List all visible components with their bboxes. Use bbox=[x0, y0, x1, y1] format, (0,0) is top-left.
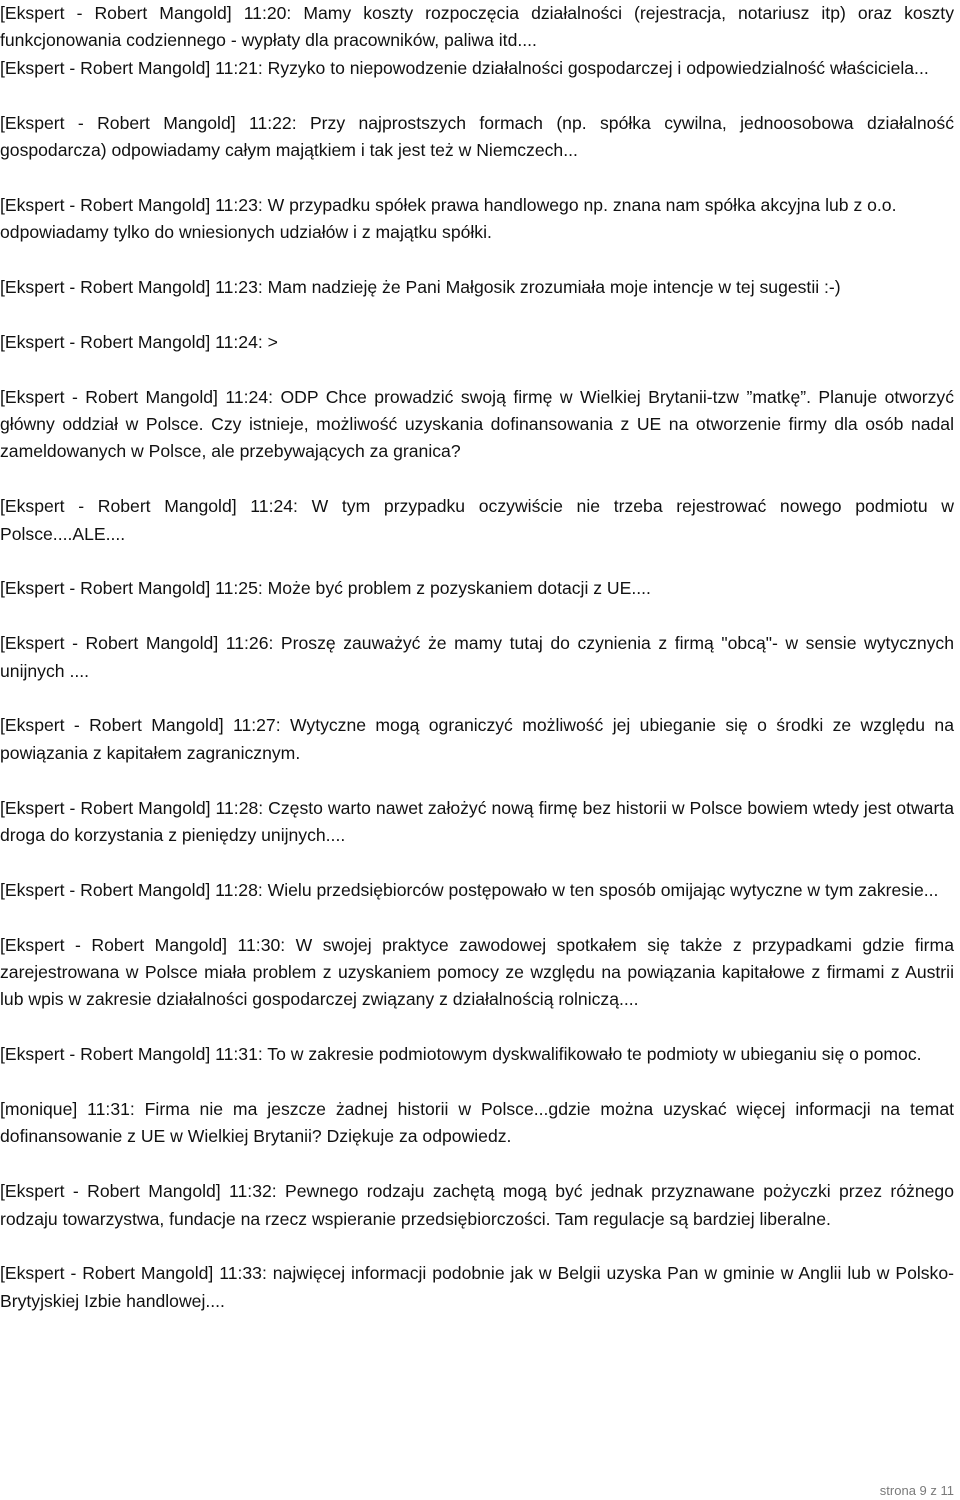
message-paragraph: [Ekspert - Robert Mangold] 11:32: Pewnego rodzaju zachętą mogą być jednak przyznawane pożyczki przez różnego rodzaju towarzystwa, fundacje na rzecz wspieranie przedsiębiorczości. Tam regulacje są bardziej liberalne. bbox=[0, 1181, 954, 1229]
message-paragraph: [Ekspert - Robert Mangold] 11:24: > bbox=[0, 331, 278, 352]
message-paragraph: [Ekspert - Robert Mangold] 11:33: najwięcej informacji podobnie jak w Belgii uzyska Pan w gminie w Anglii lub w Polsko-Brytyjskiej Izbie handlowej.... bbox=[0, 1263, 954, 1311]
message-paragraph: [Ekspert - Robert Mangold] 11:27: Wytyczne mogą ograniczyć możliwość jej ubieganie się o środki ze względu na powiązania z kapitałem zagranicznym. bbox=[0, 715, 954, 763]
message-paragraph: [Ekspert - Robert Mangold] 11:28: Często warto nawet założyć nową firmę bez historii w Polsce bowiem wtedy jest otwarta droga do korzystania z pieniędzy unijnych.... bbox=[0, 797, 954, 846]
message-paragraph: [Ekspert - Robert Mangold] 11:21: Ryzyko to niepowodzenie działalności gospodarczej i odpowiedzialność właściciela... bbox=[0, 57, 929, 78]
message-paragraph: [Ekspert - Robert Mangold] 11:28: Wielu przedsiębiorców postępowało w ten sposób omijając wytyczne w tym zakresie... bbox=[0, 879, 939, 900]
message-paragraph: [monique] 11:31: Firma nie ma jeszcze żadnej historii w Polsce...gdzie można uzyskać więcej informacji na temat dofinansowanie z UE w Wielkiej Brytanii? Dziękuje za odpowiedz. bbox=[0, 1099, 954, 1147]
message-paragraph: [Ekspert - Robert Mangold] 11:22: Przy najprostszych formach (np. spółka cywilna, jednoosobowa działalność gospodarcza) odpowiadamy całym majątkiem i tak jest też w Niemczech... bbox=[0, 112, 954, 161]
message-paragraph: [Ekspert - Robert Mangold] 11:24: ODP Chce prowadzić swoją firmę w Wielkiej Brytanii-tzw ”matkę”. Planuje otworzyć główny oddział w Polsce. Czy istnieje, możliwość uzyskania dofinansowania z UE na otworzenie firmy dla osób nadal zameldowanych w Polsce, ale przebywających za granica? bbox=[0, 386, 954, 462]
message-paragraph: [Ekspert - Robert Mangold] 11:25: Może być problem z pozyskaniem dotacji z UE.... bbox=[0, 578, 651, 599]
message-paragraph: [Ekspert - Robert Mangold] 11:23: Mam nadzieję że Pani Małgosik zrozumiała moje intencje w tej sugestii :-) bbox=[0, 277, 841, 298]
page-number-footer: strona 9 z 11 bbox=[879, 1483, 954, 1498]
message-paragraph: [Ekspert - Robert Mangold] 11:31: To w zakresie podmiotowym dyskwalifikowało te podmioty w ubieganiu się o pomoc. bbox=[0, 1044, 922, 1065]
message-paragraph: [Ekspert - Robert Mangold] 11:30: W swojej praktyce zawodowej spotkałem się także z przypadkami gdzie firma zarejestrowana w Polsce miała problem z uzyskaniem pomocy ze względu na powiązania kapitałowe z firmami z Austrii lub wpis w zakresie działalności gospodarczej związany z działalnością rolniczą.... bbox=[0, 934, 954, 1010]
message-paragraph: [Ekspert - Robert Mangold] 11:26: Proszę zauważyć że mamy tutaj do czynienia z firmą "obcą"- w sensie wytycznych unijnych .... bbox=[0, 633, 954, 681]
message-paragraph: [Ekspert - Robert Mangold] 11:20: Mamy koszty rozpoczęcia działalności (rejestracja, notariusz itp) oraz koszty funkcjonowania codziennego - wypłaty dla pracowników, paliwa itd.... bbox=[0, 3, 954, 51]
message-paragraph: [Ekspert - Robert Mangold] 11:24: W tym przypadku oczywiście nie trzeba rejestrować nowego podmiotu w Polsce....ALE.... bbox=[0, 496, 954, 544]
message-paragraph: [Ekspert - Robert Mangold] 11:23: W przypadku spółek prawa handlowego np. znana nam spółka akcyjna lub z o.o. odpowiadamy tylko do wniesionych udziałów i z majątku spółki. bbox=[0, 194, 897, 243]
